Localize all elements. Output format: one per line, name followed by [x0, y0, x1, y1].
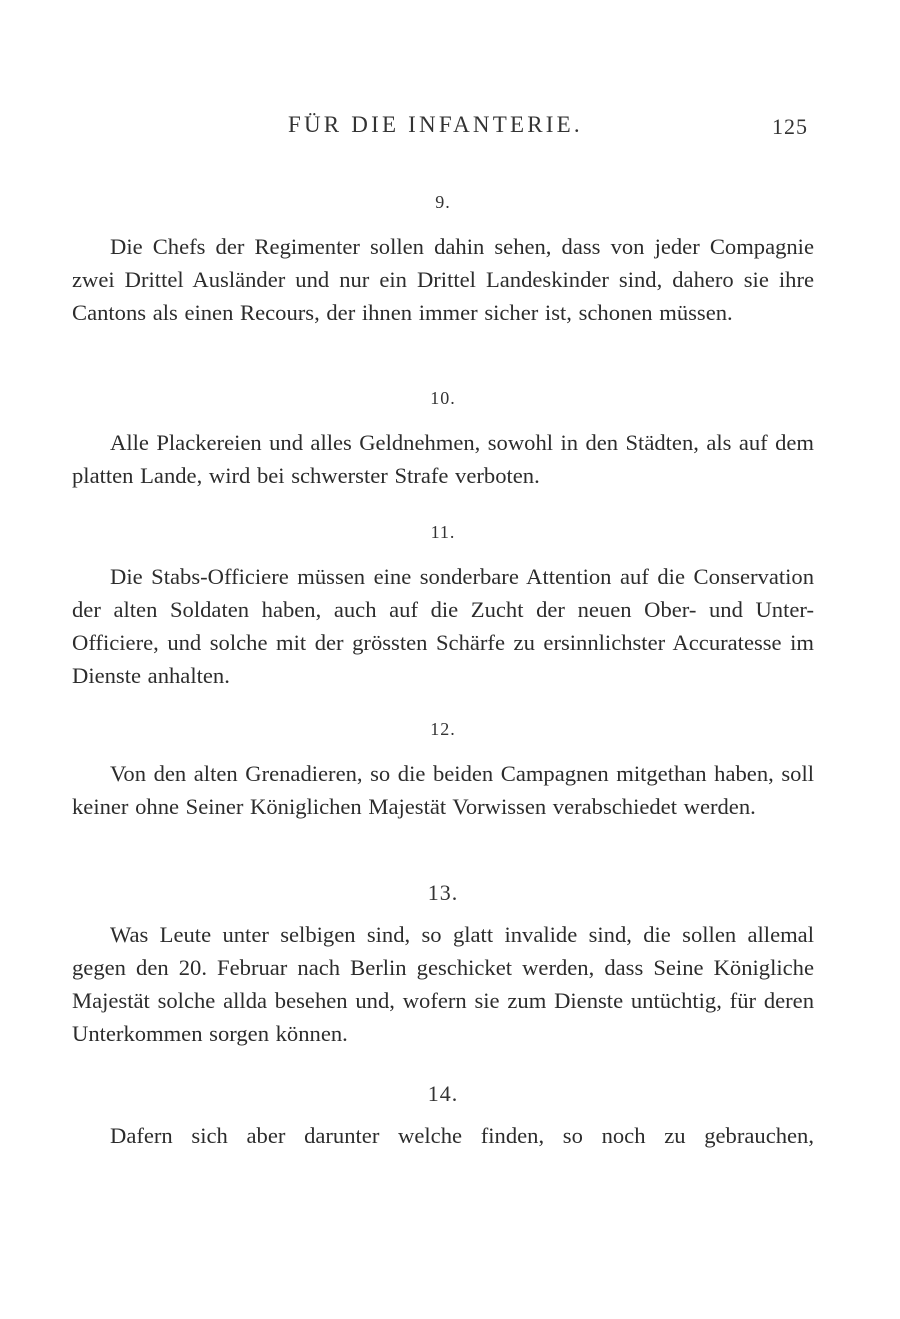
section-number: 9. — [435, 192, 451, 212]
section-text-body: Was Leute unter selbigen sind, so glatt invalide sind, die sollen allemal gegen den 20. Februar nach Berlin geschicket werden, dass Seine Königliche Majestät solche allda besehen und, wofern sie zum Dienste untüchtig, für deren Unterkommen sorgen können. — [72, 922, 814, 1046]
section-9 — [72, 192, 814, 329]
section-text — [72, 230, 814, 329]
section-text — [72, 426, 814, 492]
section-number: 13. — [427, 880, 459, 905]
section-11 — [72, 522, 814, 692]
section-text-body: Von den alten Grenadieren, so die beiden Campagnen mitgethan haben, soll keiner ohne Seiner Königlichen Majestät Vorwissen verabschiedet werden. — [72, 761, 814, 819]
section-text-body: Die Chefs der Regimenter sollen dahin sehen, dass von jeder Compagnie zwei Drittel Ausländer und nur ein Drittel Landeskinder sind, dahero sie ihre Cantons als einen Recours, der ihnen immer sicher ist, schonen müssen. — [72, 234, 814, 325]
section-text-body: Alle Plackereien und alles Geldnehmen, sowohl in den Städten, als auf dem platten Lande, wird bei schwerster Strafe verboten. — [72, 430, 814, 488]
section-number: 14. — [427, 1081, 459, 1106]
section-text — [72, 1119, 814, 1152]
section-number: 12. — [430, 719, 456, 739]
section-14 — [72, 1081, 814, 1152]
section-13 — [72, 880, 814, 1050]
section-text — [72, 560, 814, 692]
section-number: 11. — [430, 522, 456, 542]
section-text — [72, 918, 814, 1050]
running-title: FÜR DIE INFANTERIE. — [288, 112, 583, 137]
running-head — [0, 112, 900, 144]
section-number: 10. — [430, 388, 456, 408]
section-text-body: Dafern sich aber darunter welche finden, so noch zu gebrauchen, — [110, 1123, 814, 1148]
page-number: 125 — [772, 114, 808, 139]
section-12 — [72, 719, 814, 823]
section-10 — [72, 388, 814, 492]
section-text-body: Die Stabs-Officiere müssen eine sonderbare Attention auf die Conservation der alten Soldaten haben, auch auf die Zucht der neuen Ober- und Unter-Officiere, und solche mit der grössten Schärfe zu ersinnlichster Accuratesse im Dienste anhalten. — [72, 564, 814, 688]
section-text — [72, 757, 814, 823]
